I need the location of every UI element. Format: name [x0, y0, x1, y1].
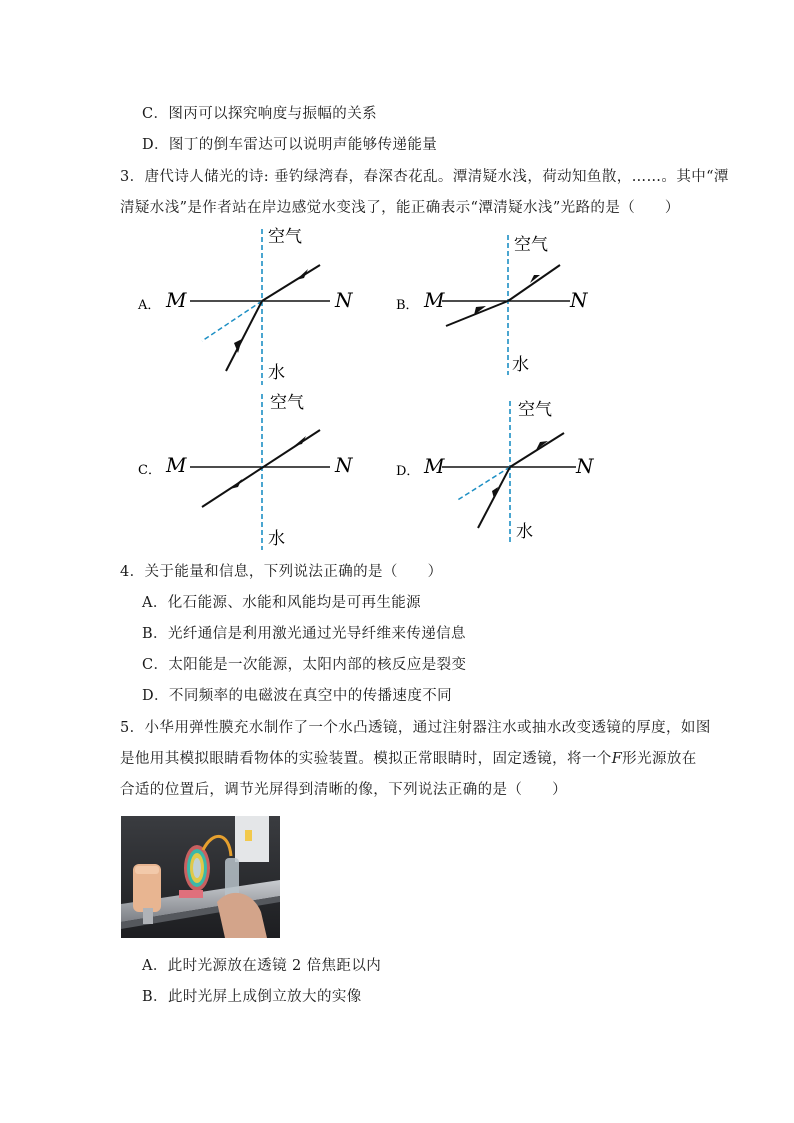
option-a-label: A． — [138, 298, 161, 313]
label-air: 空气 — [268, 227, 302, 247]
question-5-text-line2 — [120, 749, 697, 769]
label-m: M — [166, 453, 187, 477]
q5-line2-part1: 是他用其模拟眼睛看物体的实验装置。模拟正常眼睛时，固定透镜，将一个 — [120, 751, 612, 767]
diagram-a — [130, 225, 370, 385]
extension-line — [202, 301, 262, 341]
label-air: 空气 — [514, 235, 548, 255]
ray-air — [508, 265, 560, 301]
ray-air — [262, 265, 320, 301]
q5-option-b: B．此时光屏上成倒立放大的实像 — [142, 989, 362, 1005]
option-d-label: D． — [396, 464, 420, 479]
diagram-d — [390, 395, 610, 555]
label-m: M — [424, 288, 445, 312]
q5-line2-f: F — [611, 751, 623, 767]
q4-option-c: C．太阳能是一次能源，太阳内部的核反应是裂变 — [142, 657, 467, 673]
diagram-c — [130, 390, 370, 550]
prev-option-d: D．图丁的倒车雷达可以说明声能够传递能量 — [142, 137, 438, 153]
experiment-photo — [121, 816, 280, 938]
q4-option-d: D．不同频率的电磁波在真空中的传播速度不同 — [142, 688, 453, 704]
diagram-b — [390, 225, 610, 385]
question-4-text: 4．关于能量和信息，下列说法正确的是（ ） — [120, 564, 443, 580]
label-n: N — [335, 453, 353, 477]
arrow-head — [230, 479, 242, 489]
label-air: 空气 — [270, 393, 304, 413]
q4-option-b: B．光纤通信是利用激光通过光导纤维来传递信息 — [142, 626, 466, 642]
label-m: M — [424, 454, 445, 478]
question-5-text-line1: 5．小华用弹性膜充水制作了一个水凸透镜，通过注射器注水或抽水改变透镜的厚度，如图 — [120, 720, 711, 736]
option-b-label: B． — [396, 298, 419, 313]
q4-option-a: A．化石能源、水能和风能均是可再生能源 — [142, 595, 422, 611]
label-water: 水 — [268, 363, 285, 383]
label-water: 水 — [516, 522, 533, 542]
option-c-label: C． — [138, 463, 161, 478]
label-n: N — [570, 288, 588, 312]
label-water: 水 — [512, 355, 529, 375]
arrow-head — [234, 339, 242, 353]
ray-water — [226, 301, 262, 371]
q5-option-a: A．此时光源放在透镜 2 倍焦距以内 — [142, 958, 382, 974]
question-3-text-line1: 3．唐代诗人储光的诗: 垂钓绿湾春，春深杏花乱。潭清疑水浅，荷动知鱼散，……。其中“潭 — [120, 169, 729, 185]
question-3-text-line2: 清疑水浅”是作者站在岸边感觉水变浅了，能正确表示“潭清疑水浅”光路的是（ ） — [120, 200, 680, 216]
label-water: 水 — [268, 529, 285, 549]
label-air: 空气 — [518, 400, 552, 420]
ray-air — [510, 433, 564, 467]
label-m: M — [166, 288, 187, 312]
label-n: N — [576, 454, 594, 478]
label-n: N — [335, 288, 353, 312]
prev-option-c: C．图丙可以探究响度与振幅的关系 — [142, 106, 377, 122]
ray-water — [446, 301, 508, 326]
question-5-text-line3: 合适的位置后，调节光屏得到清晰的像，下列说法正确的是（ ） — [120, 782, 567, 798]
q5-line2-part2: 形光源放在 — [622, 751, 697, 767]
arrow-head — [536, 441, 548, 450]
